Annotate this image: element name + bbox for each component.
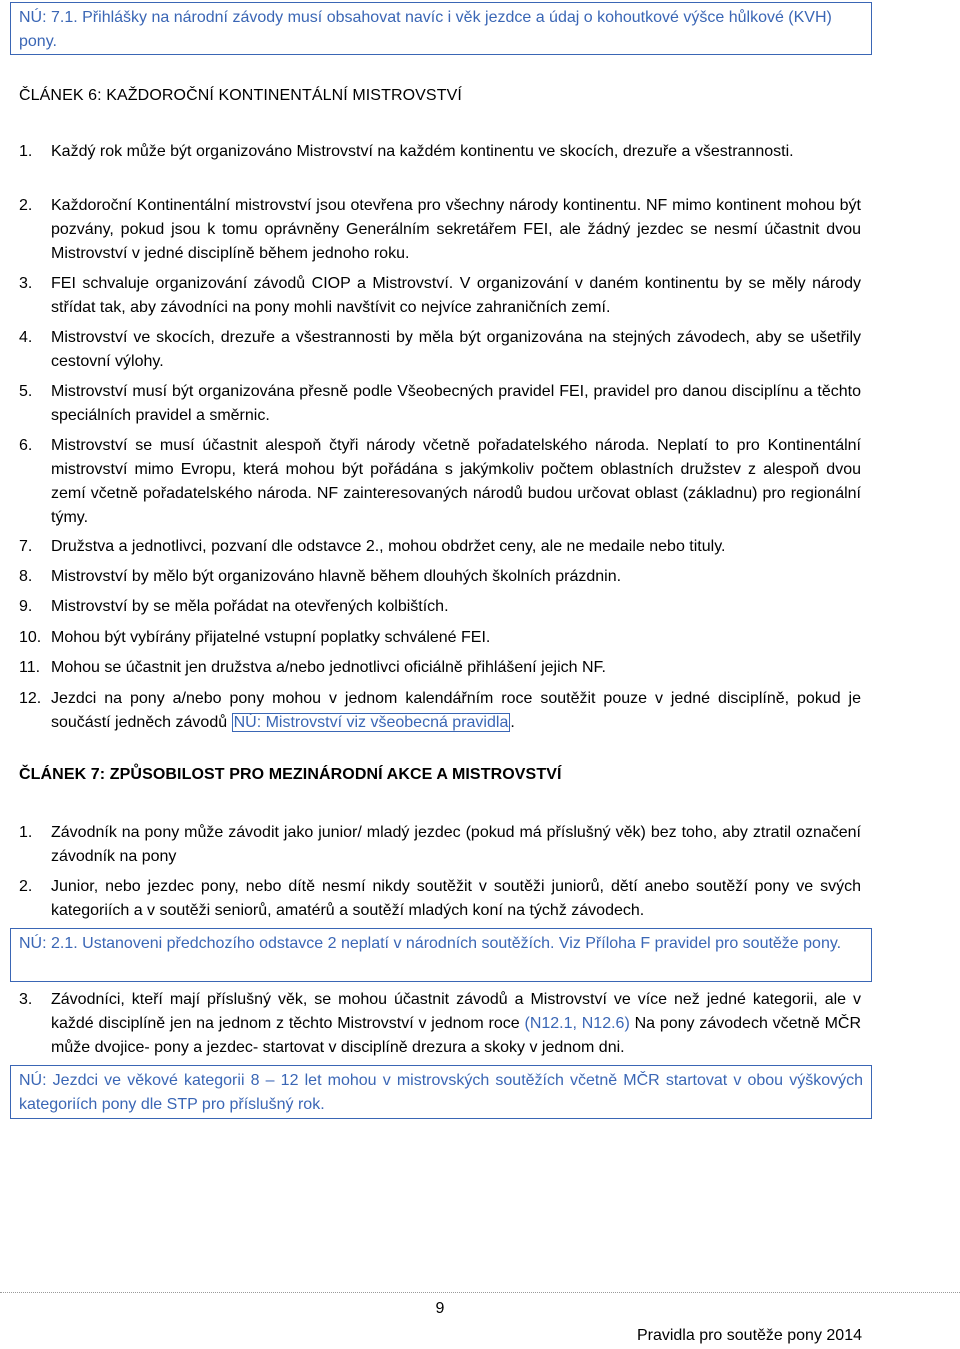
article-7-heading: ČLÁNEK 7: ZPŮSOBILOST PRO MEZINÁRODNÍ AKCE A MISTROVSTVÍ xyxy=(19,766,562,783)
note-text: NÚ: 2.1. Ustanoveni předchozího odstavce 2 neplatí v národních soutěžích. Viz Příloha F pravidel pro soutěže pony. xyxy=(19,935,842,952)
rule-reference: (N12.1, N12.6) xyxy=(524,1015,630,1032)
note-reference-link[interactable]: NÚ: Mistrovství viz všeobecná pravidla xyxy=(233,714,509,731)
page-number: 9 xyxy=(435,1300,445,1317)
list-item: 10. Mohou být vybírány přijatelné vstupní poplatky schválené FEI. xyxy=(19,629,491,646)
list-item: 12. Jezdci na pony a/nebo pony mohou v jednom kalendářním roce soutěžit pouze v jedné disciplíně, pokud je součástí jedněch závodů NÚ: Mistrovství viz všeobecná pravidla . xyxy=(19,690,861,731)
list-item: 9. Mistrovství by se měla pořádat na otevřených kolbištích. xyxy=(19,598,449,615)
list-item: 11. Mohou se účastnit jen družstva a/nebo jednotlivci oficiálně přihlášení jejich NF. xyxy=(19,659,606,676)
note-box-2-1 xyxy=(10,928,872,982)
list-item: 1. Závodník na pony může závodit jako junior/ mladý jezdec (pokud má příslušný věk) bez toho, aby ztratil označení závodník na pony xyxy=(19,824,861,865)
article-6-heading: ČLÁNEK 6: KAŽDOROČNÍ KONTINENTÁLNÍ MISTROVSTVÍ xyxy=(19,87,462,104)
list-item: 5. Mistrovství musí být organizována přesně podle Všeobecných pravidel FEI, pravidel pro danou disciplínu a těchto speciálních pravidel a směrnic. xyxy=(19,383,861,424)
list-item: 6. Mistrovství se musí účastnit alespoň čtyři národy včetně pořadatelského národa. Neplatí to pro Kontinentální mistrovství mimo Evropu, která mohou být pořádána s jakýmkoliv počtem oblastních družstev z alespoň dvou zemí včetně pořadatelského národa. NF zainteresovaných národů budou určovat oblast (základnu) pro regionální týmy. xyxy=(19,437,861,526)
footer-divider xyxy=(0,1292,960,1293)
note-box-age-categories xyxy=(10,1065,872,1119)
list-item: 7. Družstva a jednotlivci, pozvaní dle odstavce 2., mohou obdržet ceny, ale ne medaile nebo tituly. xyxy=(19,538,726,555)
list-item: 2. Junior, nebo jezdec pony, nebo dítě nesmí nikdy soutěžit v soutěži juniorů, dětí anebo soutěží pony ve svých kategoriích a v soutěži seniorů, amatérů a soutěží mladých koní na týchž závodech. xyxy=(19,878,861,919)
list-item: 3. Závodníci, kteří mají příslušný věk, se mohou účastnit závodů a Mistrovství ve více než jedné kategorii, ale v každé disciplíně jen na jednom z těchto Mistrovství v jednom roce (N12.1, N12.6) Na pony závodech včetně MČR může dvojice- pony a jezdec- startovat v disciplíně drezura a skoky v jednom dni. xyxy=(19,991,862,1056)
list-item: 4. Mistrovství ve skocích, drezuře a všestrannosti by měla být organizována na stejných závodech, aby se ušetřily cestovní výlohy. xyxy=(19,329,861,370)
note-text: NÚ: Jezdci ve věkové kategorii 8 – 12 let mohou v mistrovských soutěžích včetně MČR startovat v obou výškových kategoriích pony dle STP pro příslušný rok. xyxy=(19,1072,863,1113)
list-item: 3. FEI schvaluje organizování závodů CIOP a Mistrovství. V organizování v daném kontinentu by se měly národy střídat tak, aby závodníci na pony mohli navštívit co nejvíce zahraničních zemí. xyxy=(19,275,861,316)
note-text: NÚ: 7.1. Přihlášky na národní závody musí obsahovat navíc i věk jezdce a údaj o kohoutkové výšce hůlkové (KVH) pony. xyxy=(19,9,832,50)
list-item: 1. Každý rok může být organizováno Mistrovství na každém kontinentu ve skocích, drezuře a všestrannosti. xyxy=(19,143,794,160)
list-item: 8. Mistrovství by mělo být organizováno hlavně během dlouhých školních prázdnin. xyxy=(19,568,622,585)
footer-text: Pravidla pro soutěže pony 2014 xyxy=(636,1327,862,1344)
list-item: 2. Každoroční Kontinentální mistrovství jsou otevřena pro všechny národy kontinentu. NF mimo kontinent mohou být pozvány, pokud jsou k tomu oprávněny Generálním sekretářem FEI, ale žádný jezdec se nesmí účastnit dvou Mistrovství v jedné disciplíně během jednoho roku. xyxy=(19,197,861,262)
note-box-7-1 xyxy=(10,2,872,55)
